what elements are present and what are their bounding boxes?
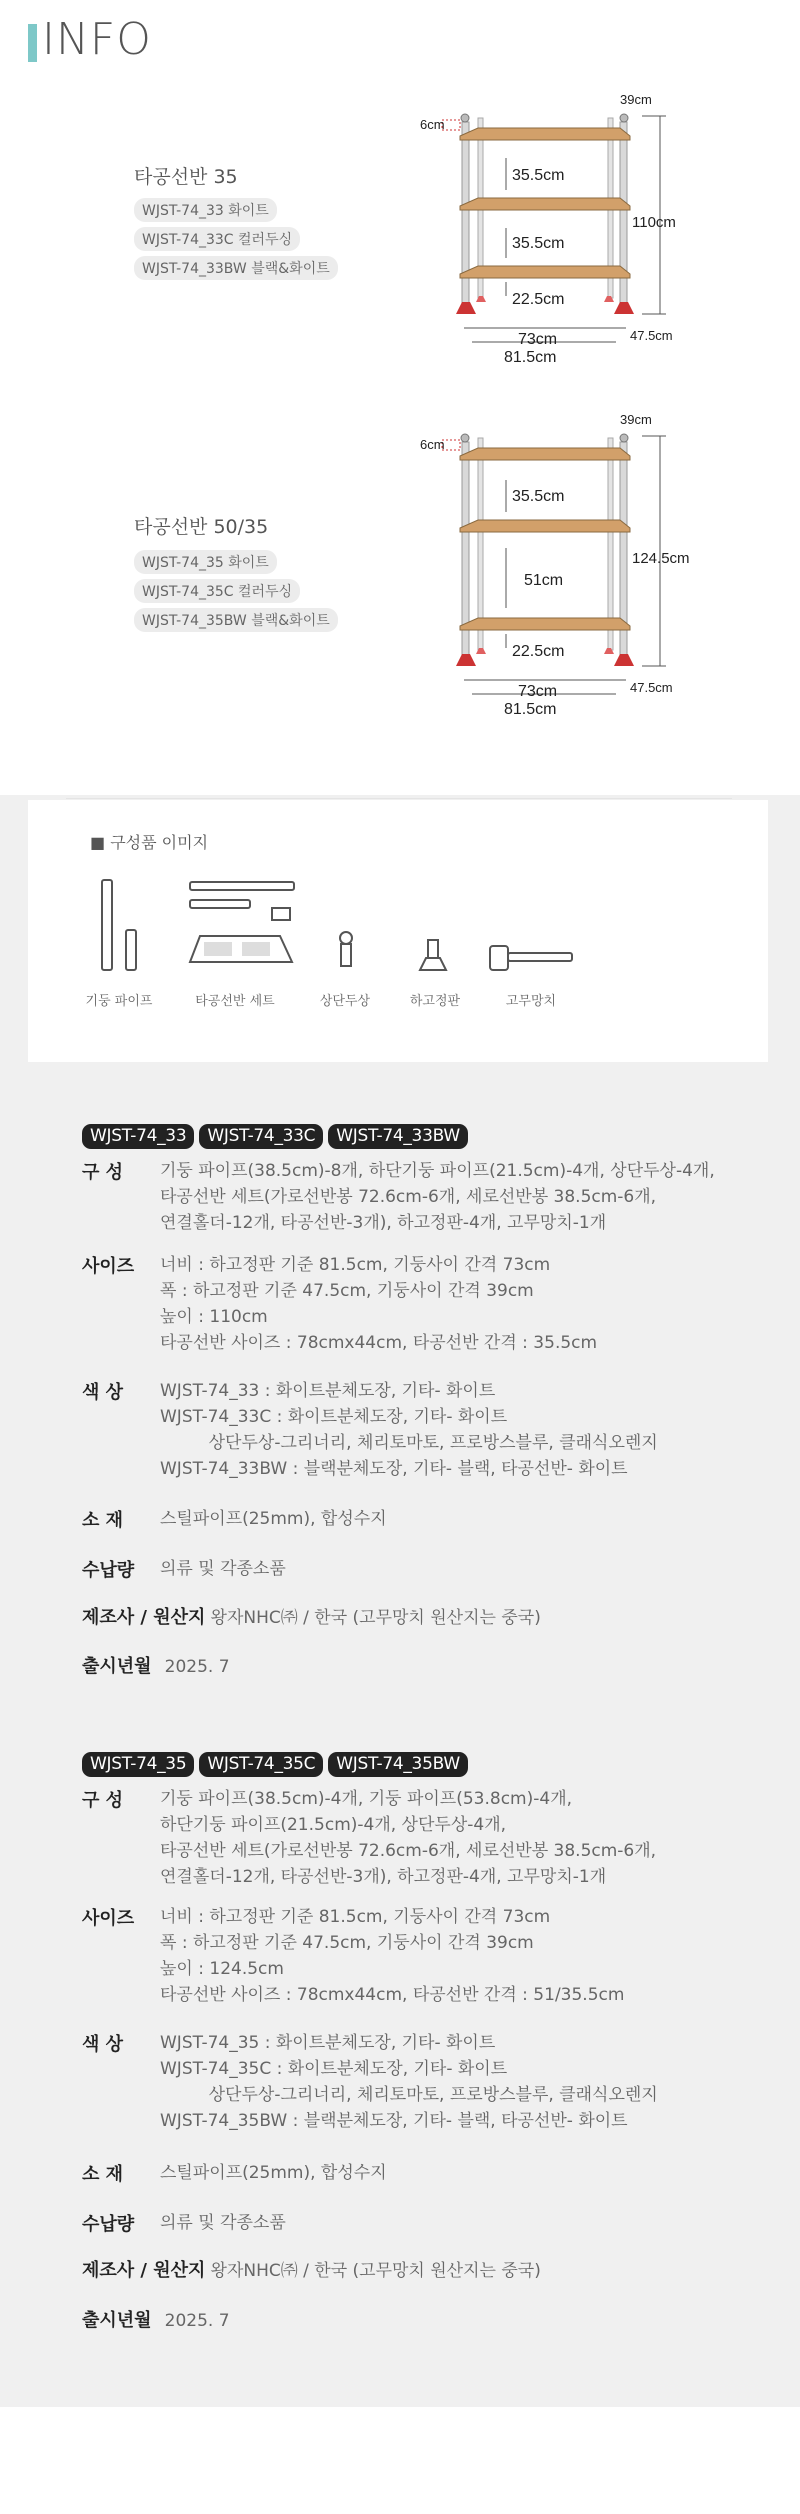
spec-line: 하단기둥 파이프(21.5cm)-4개, 상단두상-4개, [160,1815,507,1835]
spec-key: 수납량 [82,1560,135,1581]
spec-value: 2025. 7 [164,1657,230,1677]
spec-value [160,1158,715,1236]
dim-gap2-label: 51cm [524,572,564,589]
divider [66,798,732,799]
spec-line: 타공선반 사이즈 : 78cmx44cm, 타공선반 간격 : 35.5cm [160,1333,598,1353]
spec-release [82,2306,782,2332]
spec-key: 소 재 [82,1510,124,1531]
dim-gap1-label: 35.5cm [512,167,565,184]
component-label: 타공선반 세트 [195,994,275,1009]
spec-key: 사이즈 [82,1256,135,1277]
model-tag: WJST-74_35 화이트 [134,550,277,574]
model-tag: WJST-74_33BW 블랙&화이트 [134,256,338,280]
spec-maker [82,1603,782,1629]
spec-value: 왕자NHC㈜ / 한국 (고무망치 원산지는 중국) [210,2261,541,2281]
shelf-diagram-1 [420,92,710,382]
spec-line: WJST-74_33BW : 블랙분체도장, 기타- 블랙, 타공선반- 화이트 [160,1459,628,1479]
spec-value: 스틸파이프(25mm), 합성수지 [160,1509,387,1529]
base-plate-icon [420,940,446,970]
components-title: ■ 구성품 이미지 [90,833,209,852]
spec-value: 왕자NHC㈜ / 한국 (고무망치 원산지는 중국) [210,1608,541,1628]
spec-value: 2025. 7 [164,2311,230,2331]
spec-line: 타공선반 세트(가로선반봉 72.6cm-6개, 세로선반봉 38.5cm-6개, [160,1187,657,1207]
shelf-diagram-2 [420,412,710,722]
spec-value: 스틸파이프(25mm), 합성수지 [160,2163,387,2183]
spec-key: 구 성 [82,1790,124,1811]
component-label: 고무망치 [505,994,557,1009]
dim-gap2-label: 35.5cm [512,235,565,252]
model-tag: WJST-74_35BW 블랙&화이트 [134,608,338,632]
spec-line: 상단두상-그리너리, 체리토마토, 프로방스블루, 클래식오렌지 [160,2085,658,2105]
dim-inner-label: 73cm [518,683,558,700]
model-tags-2 [134,550,338,637]
rubber-mallet-icon [490,946,572,970]
spec-line: 폭 : 하고정판 기준 47.5cm, 기둥사이 간격 39cm [160,1933,534,1953]
product-name-1: 타공선반 35 [134,166,238,188]
spec-line: 타공선반 사이즈 : 78cmx44cm, 타공선반 간격 : 51/35.5cm [160,1985,625,2005]
spec-value: 의류 및 각종소품 [160,1559,286,1579]
component-label: 기둥 파이프 [85,994,153,1009]
spec-line: 타공선반 세트(가로선반봉 72.6cm-6개, 세로선반봉 38.5cm-6개, [160,1841,657,1861]
info-title: INFO [42,14,152,65]
dim-depth-label: 39cm [620,412,652,427]
spec-line: 폭 : 하고정판 기준 47.5cm, 기둥사이 간격 39cm [160,1281,534,1301]
shelf-drawing [456,434,634,666]
dim-side-label: 47.5cm [630,328,673,343]
spec-key: 제조사 / 원산지 [82,2260,206,2281]
spec-line: 연결홀더-12개, 타공선반-3개), 하고정판-4개, 고무망치-1개 [160,1213,607,1233]
dim-height-label: 124.5cm [632,550,690,567]
spec-line: 높이 : 124.5cm [160,1959,284,1979]
dim-depth-label: 39cm [620,92,652,107]
spec-line: WJST-74_33 : 화이트분체도장, 기타- 화이트 [160,1381,496,1401]
spec-line: 기둥 파이프(38.5cm)-4개, 기둥 파이프(53.8cm)-4개, [160,1789,573,1809]
spec-value [160,1252,597,1356]
dim-gap3-label: 22.5cm [512,643,565,660]
dim-height-label: 110cm [632,214,676,231]
model-badge: WJST-74_33BW [328,1124,468,1149]
model-badge: WJST-74_33C [199,1124,323,1149]
top-cap-icon [340,932,352,966]
model-badges-2 [82,1752,473,1777]
component-label: 상단두상 [319,994,371,1009]
spec-key: 출시년월 [82,1656,152,1677]
spec-value [160,1378,658,1482]
info-accent-bar [28,24,37,62]
spec-key: 색 상 [82,1382,124,1403]
spec-line: WJST-74_33C : 화이트분체도장, 기타- 화이트 [160,1407,508,1427]
dim-inner-label: 73cm [518,331,558,348]
spec-line: 기둥 파이프(38.5cm)-8개, 하단기둥 파이프(21.5cm)-4개, 상단두상-4개, [160,1161,715,1181]
shelf-set-icon [190,882,294,962]
spec-key: 제조사 / 원산지 [82,1607,206,1628]
spec-key: 소 재 [82,2164,124,2185]
spec-line: WJST-74_35 : 화이트분체도장, 기타- 화이트 [160,2033,496,2053]
model-badge: WJST-74_35BW [328,1752,468,1777]
spec-line: WJST-74_35C : 화이트분체도장, 기타- 화이트 [160,2059,508,2079]
dim-gap1-label: 35.5cm [512,488,565,505]
spec-line: 너비 : 하고정판 기준 81.5cm, 기둥사이 간격 73cm [160,1907,551,1927]
model-tag: WJST-74_33 화이트 [134,198,277,222]
spec-value [160,1904,624,2008]
dim-outer-label: 81.5cm [504,349,557,366]
component-label: 하고정판 [409,994,461,1009]
spec-line: 높이 : 110cm [160,1307,268,1327]
spec-key: 출시년월 [82,2310,152,2331]
dim-plate-label: 6cm [420,117,445,132]
spec-key: 수납량 [82,2214,135,2235]
spec-line: 상단두상-그리너리, 체리토마토, 프로방스블루, 클래식오렌지 [160,1433,658,1453]
model-badge: WJST-74_35 [82,1752,194,1777]
dim-gap3-label: 22.5cm [512,291,565,308]
product-name-2: 타공선반 50/35 [134,516,269,538]
dim-side-label: 47.5cm [630,680,673,695]
model-badge: WJST-74_35C [199,1752,323,1777]
pipe-icon [102,880,136,970]
model-tag: WJST-74_35C 컬러두싱 [134,579,300,603]
model-badges-1 [82,1124,473,1149]
spec-line: WJST-74_35BW : 블랙분체도장, 기타- 블랙, 타공선반- 화이트 [160,2111,628,2131]
model-tags-1 [134,198,338,285]
shelf-drawing [456,114,634,314]
spec-line: 연결홀더-12개, 타공선반-3개), 하고정판-4개, 고무망치-1개 [160,1867,607,1887]
model-badge: WJST-74_33 [82,1124,194,1149]
spec-value: 의류 및 각종소품 [160,2213,286,2233]
spec-maker [82,2256,782,2282]
model-tag: WJST-74_33C 컬러두싱 [134,227,300,251]
spec-value [160,2030,658,2134]
components-icons [60,870,600,980]
dim-plate-label: 6cm [420,437,445,452]
dim-outer-label: 81.5cm [504,701,557,718]
spec-key: 사이즈 [82,1908,135,1929]
spec-release [82,1652,782,1678]
spec-line: 너비 : 하고정판 기준 81.5cm, 기둥사이 간격 73cm [160,1255,551,1275]
spec-value [160,1786,656,1890]
spec-key: 색 상 [82,2034,124,2055]
spec-key: 구 성 [82,1162,124,1183]
